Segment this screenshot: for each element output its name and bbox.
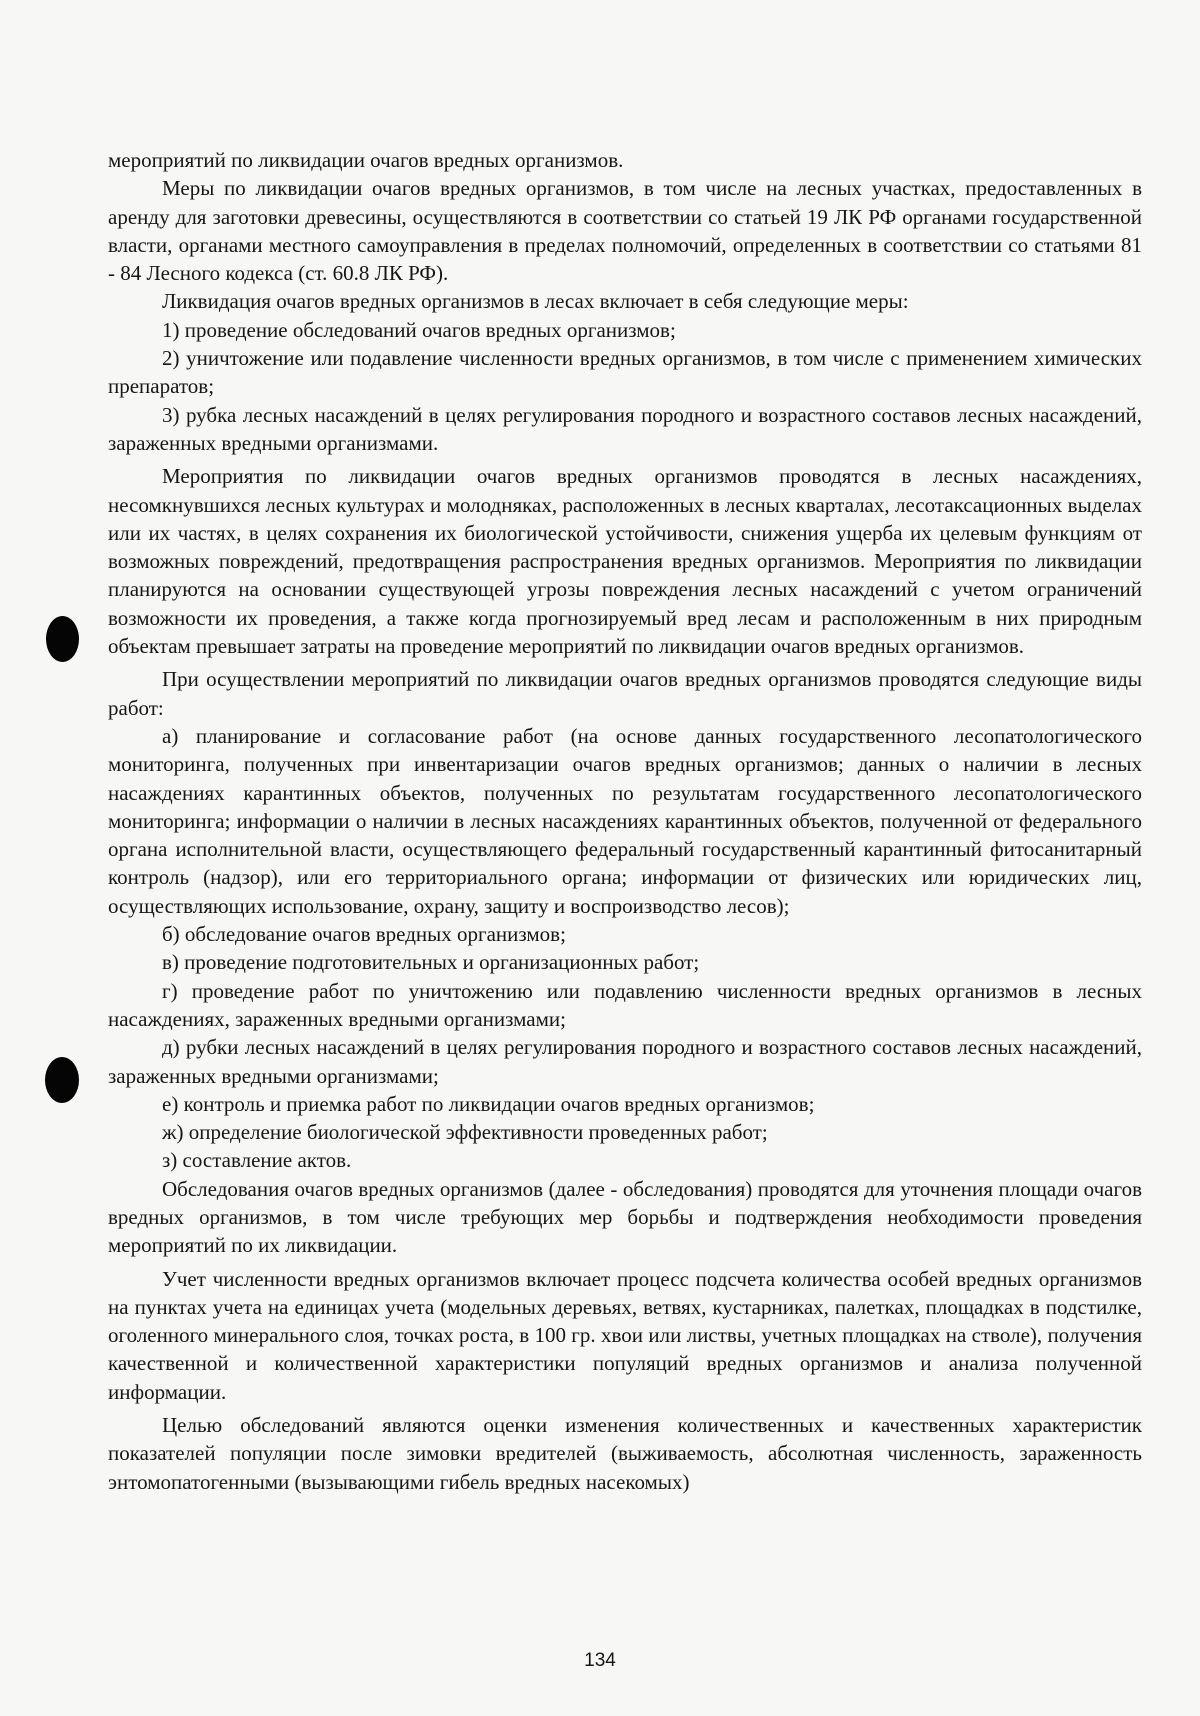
paragraph-liquidation-measures: Меры по ликвидации очагов вредных организмов, в том числе на лесных участках, предоставленных в аренду для заготовки древесины, осуществляются в соответствии со статьей 19 ЛК РФ органами государственной власти, органами местного самоуправления в пределах полномочий, определенных в соответствии со статьями 81 - 84 Лесного кодекса (ст. 60.8 ЛК РФ). bbox=[108, 176, 1142, 286]
paragraph-surveys: Обследования очагов вредных организмов (далее - обследования) проводятся для уточнения площади очагов вредных организмов, в том числе требующих мер борьбы и подтверждения необходимости проведения мероприятий по их ликвидации. bbox=[108, 1176, 1142, 1258]
list-item-work-e: е) контроль и приемка работ по ликвидации очагов вредных организмов; bbox=[162, 1091, 815, 1116]
list-item-measure-1: 1) проведение обследований очагов вредных организмов; bbox=[162, 317, 676, 342]
paragraph-work-types-intro: При осуществлении мероприятий по ликвидации очагов вредных организмов проводятся следующие виды работ: bbox=[108, 667, 1142, 720]
list-item-work-b: б) обследование очагов вредных организмов; bbox=[162, 922, 566, 947]
page-number: 134 bbox=[584, 1650, 616, 1671]
document-body bbox=[108, 146, 1142, 1496]
list-item-work-v: в) проведение подготовительных и организационных работ; bbox=[162, 950, 700, 975]
list-item-work-g: г) проведение работ по уничтожению или подавлению численности вредных организмов в лесных насаждениях, зараженных вредными организмами; bbox=[108, 978, 1142, 1031]
paragraph-measures-intro: Ликвидация очагов вредных организмов в лесах включает в себя следующие меры: bbox=[162, 289, 909, 314]
paragraph-population-count: Учет численности вредных организмов включает процесс подсчета количества особей вредных организмов на пунктах учета на единицах учета (модельных деревьях, ветвях, кустарниках, палетках, площадках в подстилке, оголенного минерального слоя, точках роста, в 100 гр. хвои или листвы, учетных площадках на стволе), получения качественной и количественной характеристики популяций вредных организмов и анализа полученной информации. bbox=[108, 1266, 1142, 1404]
list-item-measure-2: 2) уничтожение или подавление численности вредных организмов, в том числе с применением химических препаратов; bbox=[108, 346, 1142, 399]
list-item-work-a: а) планирование и согласование работ (на основе данных государственного лесопатологического мониторинга, полученных при инвентаризации очагов вредных организмов; данных о наличии в лесных насаждениях карантинных объектов, полученных по результатам государственного лесопатологического мониторинга; информации о наличии в лесных насаждениях карантинных объектов, полученной от федерального органа исполнительной власти, осуществляющего федеральный государственный карантинный фитосанитарный контроль (надзор), или его территориального органа; информации от физических или юридических лиц, осуществляющих использование, охрану, защиту и воспроизводство лесов); bbox=[108, 723, 1142, 918]
punch-hole-mark bbox=[46, 616, 79, 662]
list-item-work-d: д) рубки лесных насаждений в целях регулирования породного и возрастного составов лесных насаждений, зараженных вредными организмами; bbox=[108, 1035, 1142, 1088]
paragraph-activities: Мероприятия по ликвидации очагов вредных организмов проводятся в лесных насаждениях, несомкнувшихся лесных культурах и молодняках, расположенных в лесных кварталах, лесотаксационных выделах или их частях, в целях сохранения их биологической устойчивости, снижения ущерба их целевым функциям от возможных повреждений, предотвращения распространения вредных организмов. Мероприятия по ликвидации планируются на основании существующей угрозы повреждения лесных насаждений с учетом ограничений возможности их проведения, а также когда прогнозируемый вред лесам и расположенным в них природным объектам превышает затраты на проведение мероприятий по ликвидации очагов вредных организмов. bbox=[108, 464, 1142, 659]
list-item-measure-3: 3) рубка лесных насаждений в целях регулирования породного и возрастного составов лесных насаждений, зараженных вредными организмами. bbox=[108, 402, 1142, 455]
paragraph-continuation: мероприятий по ликвидации очагов вредных организмов. bbox=[108, 148, 624, 172]
list-item-work-zh: ж) определение биологической эффективности проведенных работ; bbox=[162, 1120, 768, 1145]
punch-hole-mark bbox=[45, 1057, 79, 1103]
list-item-work-z: з) составление актов. bbox=[162, 1148, 352, 1173]
paragraph-survey-goal: Целью обследований являются оценки изменения количественных и качественных характеристик показателей популяции после зимовки вредителей (выживаемость, абсолютная численность, зараженность энтомопатогенными (вызывающими гибель вредных насекомых) bbox=[108, 1413, 1142, 1494]
